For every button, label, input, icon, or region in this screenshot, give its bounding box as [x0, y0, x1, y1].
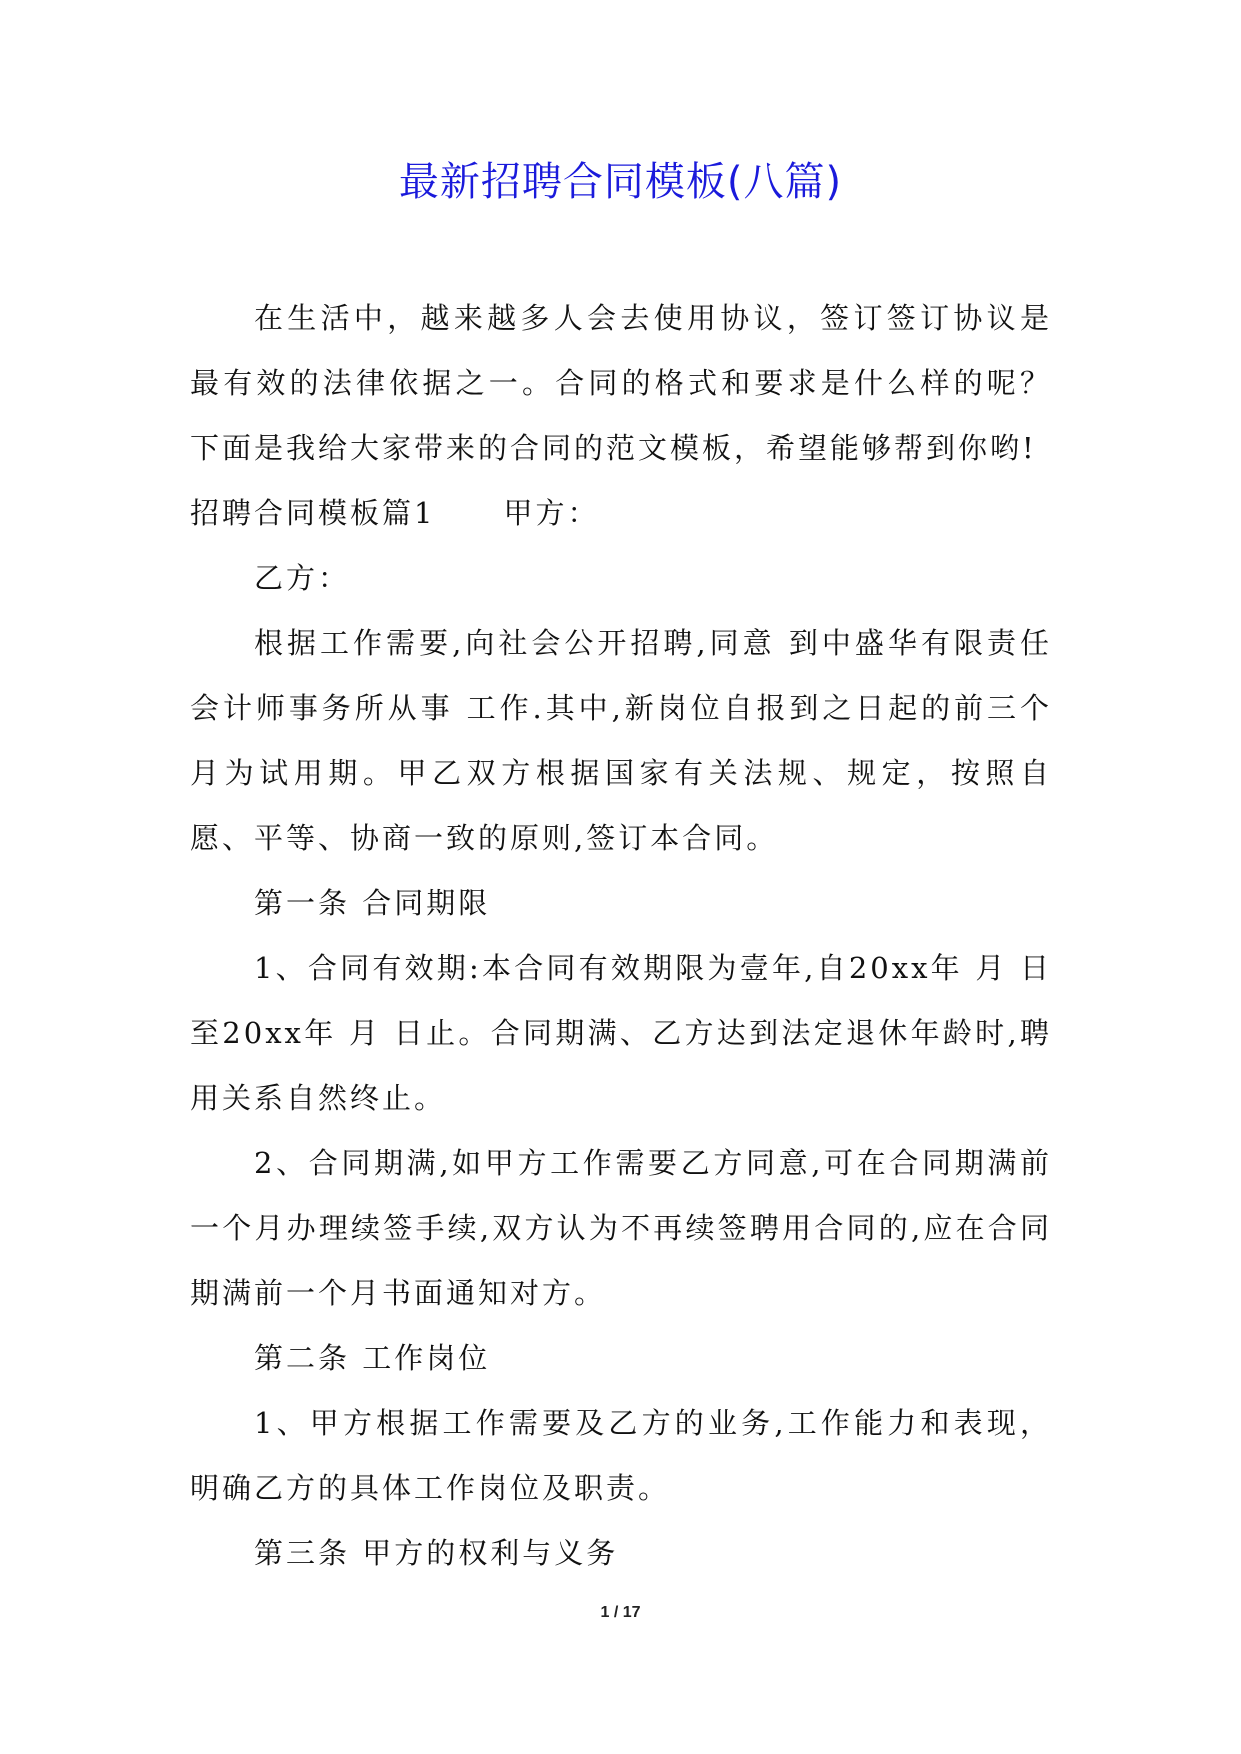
intro-paragraph: 在生活中，越来越多人会去使用协议，签订签订协议是最有效的法律依据之一。合同的格式和要求是什么样的呢？下面是我给大家带来的合同的范文模板，希望能够帮到你哟!	[190, 301, 1052, 465]
article-1-item-2: 2、合同期满,如甲方工作需要乙方同意,可在合同期满前一个月办理续签手续,双方认为不再续签聘用合同的,应在合同期满前一个月书面通知对方。	[190, 1146, 1052, 1310]
document-body	[190, 286, 1052, 1586]
recruitment-paragraph: 根据工作需要,向社会公开招聘,同意 到中盛华有限责任会计师事务所从事 工作.其中,新岗位自报到之日起的前三个月为试用期。甲乙双方根据国家有关法规、规定，按照自愿、平等、协商一致的原则,签订本合同。	[190, 626, 1052, 855]
section-heading-line	[190, 481, 1052, 546]
document-title: 最新招聘合同模板(八篇)	[398, 159, 843, 205]
article-2-item-1: 1、甲方根据工作需要及乙方的业务,工作能力和表现，明确乙方的具体工作岗位及职责。	[190, 1406, 1052, 1505]
party-b-label: 乙方：	[254, 561, 351, 595]
section-heading: 招聘合同模板篇1	[190, 496, 436, 530]
article-2-title: 第二条 工作岗位	[254, 1341, 491, 1375]
article-1-item-1: 1、合同有效期:本合同有效期限为壹年,自20xx年 月 日至20xx年 月 日止。合同期满、乙方达到法定退休年龄时,聘用关系自然终止。	[190, 951, 1052, 1115]
article-3-title: 第三条 甲方的权利与义务	[254, 1536, 619, 1570]
article-1-title: 第一条 合同期限	[254, 886, 491, 920]
party-a-label: 甲方：	[503, 496, 600, 530]
page-number: 1 / 17	[600, 1604, 641, 1621]
